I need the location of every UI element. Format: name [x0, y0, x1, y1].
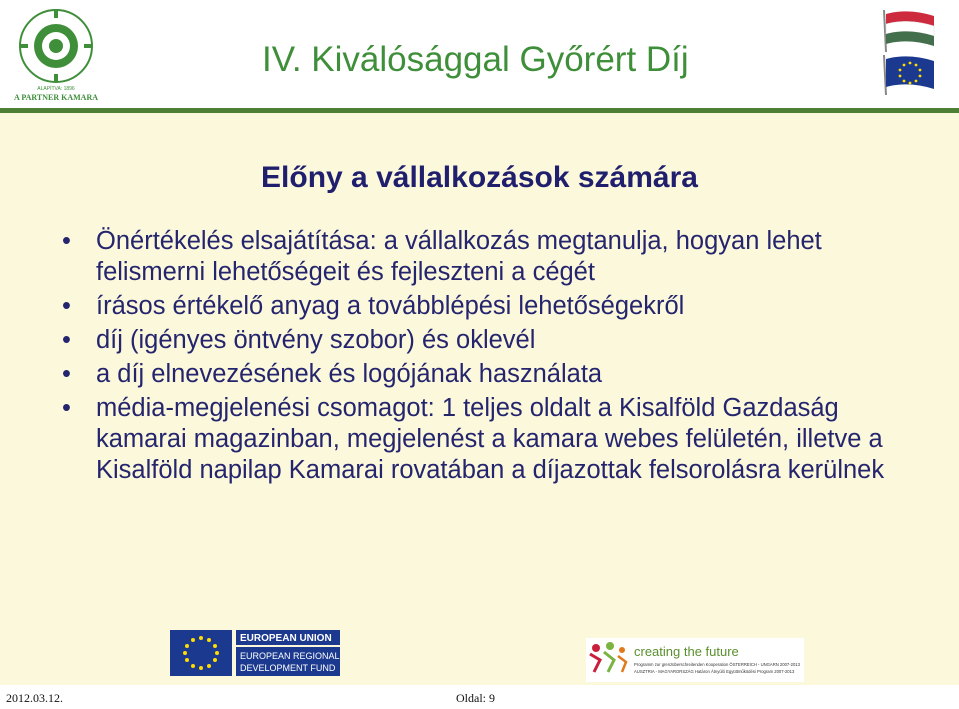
bullet-icon: •: [62, 292, 71, 320]
slide-header: [0, 0, 959, 108]
bullet-icon: •: [62, 360, 71, 388]
bullet-text: a díj elnevezésének és logójának használata: [96, 360, 603, 388]
bullet-list: [62, 226, 932, 489]
page-number: Oldal: 9: [456, 691, 495, 705]
erdf-line3: DEVELOPMENT FUND: [240, 663, 336, 673]
list-item: [62, 291, 932, 322]
eu-flag-icon: [878, 55, 938, 95]
ctf-title: creating the future: [634, 644, 739, 659]
footer-date: 2012.03.12.: [6, 691, 63, 705]
slide-footer: [0, 685, 959, 709]
page-title: IV. Kiválósággal Győrért Díj: [262, 40, 689, 79]
list-item: [62, 226, 932, 288]
erdf-line1: EUROPEAN UNION: [240, 633, 332, 644]
creating-the-future-logo: [586, 638, 804, 682]
logo-founded: ALAPÍTVA: 1896: [37, 86, 75, 92]
bullet-text: írásos értékelő anyag a továbblépési lehetőségekről: [96, 292, 685, 320]
list-item: [62, 325, 932, 356]
bullet-icon: •: [62, 227, 71, 255]
bullet-icon: •: [62, 326, 71, 354]
list-item: [62, 393, 932, 486]
hungarian-flag-icon: [878, 8, 938, 52]
erdf-logo: [170, 630, 340, 676]
list-item: [62, 359, 932, 390]
slide-subtitle: Előny a vállalkozások számára: [261, 161, 698, 194]
ctf-line1: Programm zur grenzüberschreitenden Kooperation ÖSTERREICH - UNGARN 2007-2013: [634, 662, 800, 667]
chamber-logo: [8, 4, 104, 104]
logo-tagline: A PARTNER KAMARA: [13, 93, 99, 102]
bullet-text: díj (igényes öntvény szobor) és oklevél: [96, 326, 536, 354]
bullet-text: Önértékelés elsajátítása: a vállalkozás megtanulja, hogyan lehet felismerni lehetőségeit és fejleszteni a cégét: [96, 227, 822, 286]
slide-body: [0, 113, 959, 685]
ctf-line2: AUSZTRIA - MAGYARORSZÁG Határon Átnyúló Együttműködési Program 2007-2013: [634, 669, 795, 674]
bullet-text: média-megjelenési csomagot: 1 teljes oldalt a Kisalföld Gazdaság kamarai magazinban, megjelenést a kamara webes felületén, illetve a Kisalföld napilap Kamarai rovatában a díjazottak felsorolásra kerülnek: [96, 394, 885, 484]
bullet-icon: •: [62, 394, 71, 422]
erdf-line2: EUROPEAN REGIONAL: [240, 651, 340, 661]
